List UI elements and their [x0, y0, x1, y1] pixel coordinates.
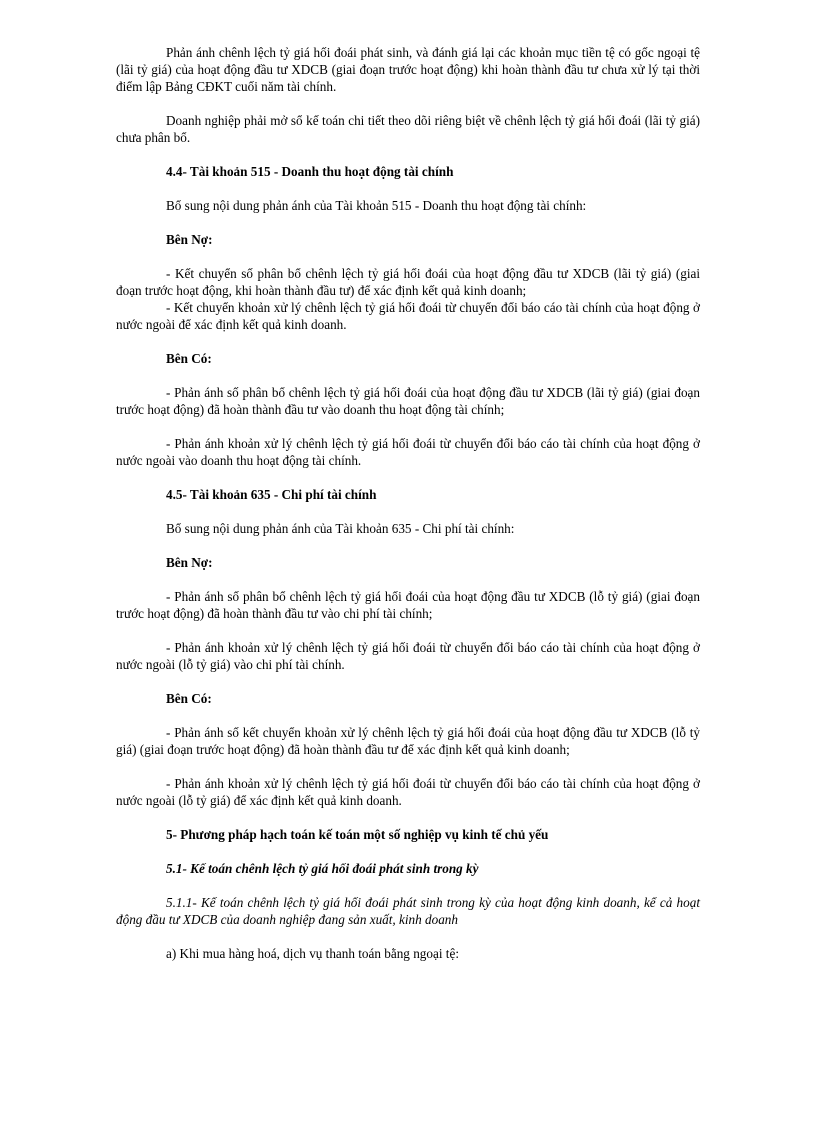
paragraph-section-5-1-1: 5.1.1- Kế toán chênh lệch tỷ giá hối đoái phát sinh trong kỳ của hoạt động kinh doanh, kể cả hoạt động đầu tư XDCB của doanh nghiệp đang sản xuất, kinh doanh [116, 895, 700, 927]
paragraph-515-intro: Bổ sung nội dung phản ánh của Tài khoản 515 - Doanh thu hoạt động tài chính: [166, 198, 587, 213]
heading-account-515: 4.4- Tài khoản 515 - Doanh thu hoạt động tài chính [166, 164, 454, 179]
heading-debit-635: Bên Nợ: [166, 555, 213, 570]
paragraph-635-credit-2: - Phản ánh khoản xử lý chênh lệch tỷ giá hối đoái từ chuyển đổi báo cáo tài chính của hoạt động ở nước ngoài (lỗ tỷ giá) để xác định kết quả kinh doanh. [116, 776, 700, 808]
heading-credit-635: Bên Có: [166, 691, 212, 706]
paragraph-515-debit-1: - Kết chuyển số phân bổ chênh lệch tỷ giá hối đoái của hoạt động đầu tư XDCB (lãi tỷ giá) (giai đoạn trước hoạt động, khi hoàn thành đầu tư) để xác định kết quả kinh doanh; [116, 266, 700, 298]
paragraph-item-a: a) Khi mua hàng hoá, dịch vụ thanh toán bằng ngoại tệ: [166, 946, 459, 961]
heading-debit-515: Bên Nợ: [166, 232, 213, 247]
heading-credit-515: Bên Có: [166, 351, 212, 366]
paragraph-515-credit-1: - Phản ánh số phân bổ chênh lệch tỷ giá hối đoái của hoạt động đầu tư XDCB (lãi tỷ giá) (giai đoạn trước hoạt động) đã hoàn thành đầu tư vào doanh thu hoạt động tài chính; [116, 385, 700, 417]
paragraph-635-debit-1: - Phản ánh số phân bổ chênh lệch tỷ giá hối đoái của hoạt động đầu tư XDCB (lỗ tỷ giá) (giai đoạn trước hoạt động) đã hoàn thành đầu tư vào chi phí tài chính; [116, 589, 700, 621]
heading-section-5-1: 5.1- Kế toán chênh lệch tỷ giá hối đoái phát sinh trong kỳ [166, 861, 479, 876]
paragraph-635-intro: Bổ sung nội dung phản ánh của Tài khoản 635 - Chi phí tài chính: [166, 521, 515, 536]
document-page [116, 44, 700, 962]
paragraph-detail-ledger: Doanh nghiệp phải mở sổ kế toán chi tiết theo dõi riêng biệt về chênh lệch tỷ giá hối đoái (lãi tỷ giá) chưa phân bổ. [116, 113, 700, 145]
paragraph-635-debit-2: - Phản ánh khoản xử lý chênh lệch tỷ giá hối đoái từ chuyển đổi báo cáo tài chính của hoạt động ở nước ngoài (lỗ tỷ giá) vào chi phí tài chính. [116, 640, 700, 672]
heading-section-5: 5- Phương pháp hạch toán kế toán một số nghiệp vụ kinh tế chủ yếu [166, 827, 549, 842]
paragraph-exchange-gain: Phản ánh chênh lệch tỷ giá hối đoái phát sinh, và đánh giá lại các khoản mục tiền tệ có gốc ngoại tệ (lãi tỷ giá) của hoạt động đầu tư XDCB (giai đoạn trước hoạt động) khi hoàn thành đầu tư chưa xử lý tại thời điểm lập Bảng CĐKT cuối năm tài chính. [116, 45, 700, 94]
paragraph-515-debit-2: - Kết chuyển khoản xử lý chênh lệch tỷ giá hối đoái từ chuyển đổi báo cáo tài chính của hoạt động ở nước ngoài để xác định kết quả kinh doanh. [116, 300, 700, 332]
paragraph-635-credit-1: - Phản ánh số kết chuyển khoản xử lý chênh lệch tỷ giá hối đoái của hoạt động đầu tư XDCB (lỗ tỷ giá) (giai đoạn trước hoạt động) đã hoàn thành đầu tư để xác định kết quả kinh doanh; [116, 725, 700, 757]
heading-account-635: 4.5- Tài khoản 635 - Chi phí tài chính [166, 487, 377, 502]
paragraph-515-credit-2: - Phản ánh khoản xử lý chênh lệch tỷ giá hối đoái từ chuyển đổi báo cáo tài chính của hoạt động ở nước ngoài vào doanh thu hoạt động tài chính. [116, 436, 700, 468]
